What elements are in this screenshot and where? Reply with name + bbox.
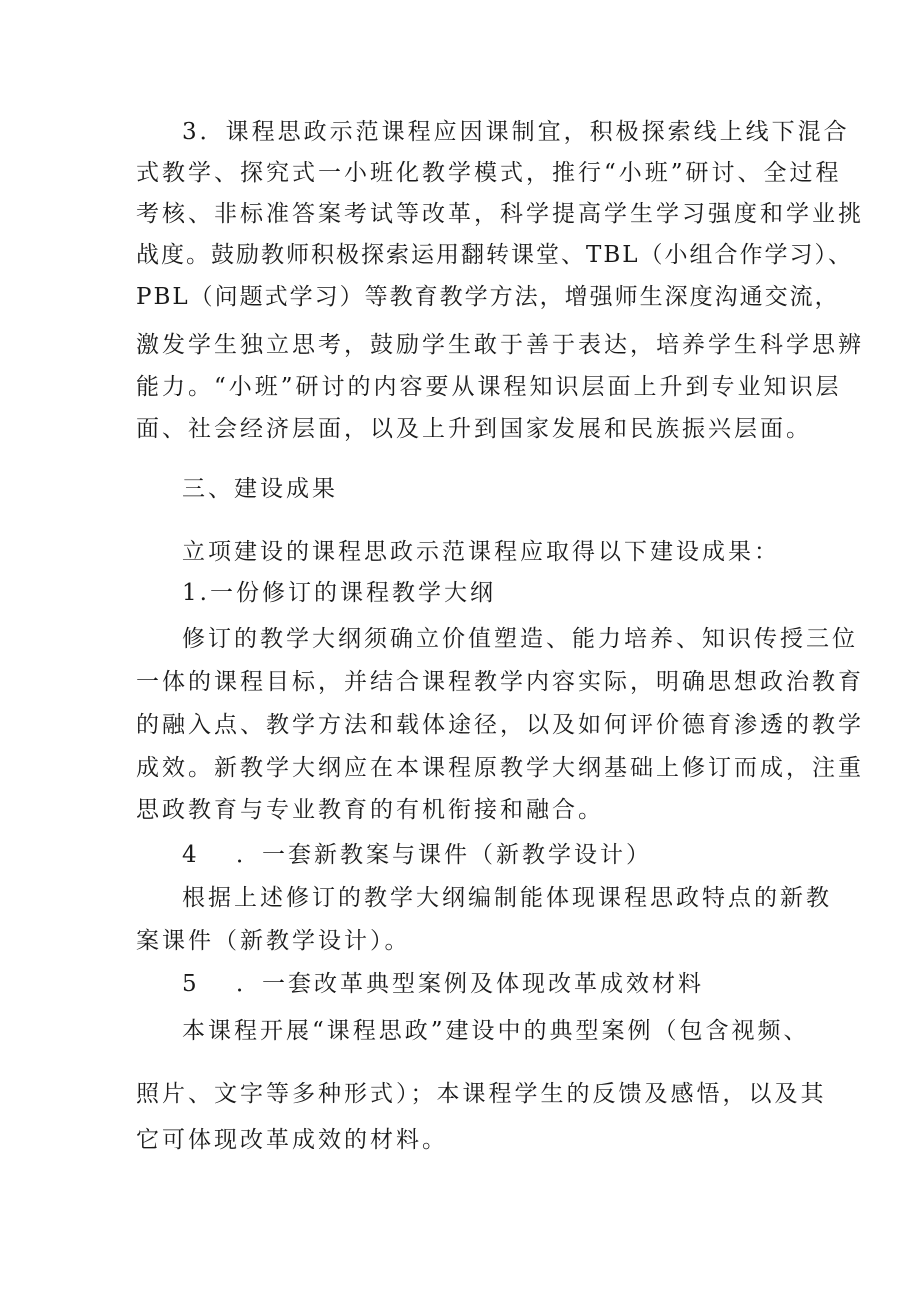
item-1-line-2: 一体的课程目标，并结合课程教学内容实际，明确思想政治教育 (136, 669, 864, 695)
paragraph-3-line-1: 3．课程思政示范课程应因课制宜，积极探索线上线下混合 (182, 119, 850, 145)
item-4-number: 4 (182, 842, 197, 868)
item-5-line-1: 本课程开展“课程思政”建设中的典型案例（包含视频、 (182, 1018, 810, 1044)
item-1-line-5: 思政教育与专业教育的有机衔接和融合。 (136, 797, 604, 823)
item-4-line-2: 案课件（新教学设计）。 (136, 928, 411, 954)
item-5-title: ．一套改革典型案例及体现改革成效材料 (236, 971, 704, 997)
paragraph-3-line-7: 能力。“小班”研讨的内容要从课程知识层面上升到专业知识层 (136, 374, 842, 400)
item-1-title: 1.一份修订的课程教学大纲 (182, 580, 496, 606)
paragraph-3-line-4: 战度。鼓励教师积极探索运用翻转课堂、TBL（小组合作学习）、 (136, 242, 854, 268)
item-1-line-1: 修订的教学大纲须确立价值塑造、能力培养、知识传授三位 (182, 626, 858, 652)
intro-line: 立项建设的课程思政示范课程应取得以下建设成果： (182, 539, 780, 565)
paragraph-3-line-3: 考核、非标准答案考试等改革，科学提高学生学习强度和学业挑 (136, 201, 864, 227)
item-1-line-3: 的融入点、教学方法和载体途径，以及如何评价德育渗透的教学 (136, 712, 864, 738)
item-5-number: 5 (182, 971, 197, 997)
section-heading: 三、建设成果 (182, 476, 338, 502)
paragraph-3-line-8: 面、社会经济层面，以及上升到国家发展和民族振兴层面。 (136, 416, 812, 442)
item-1-line-4: 成效。新教学大纲应在本课程原教学大纲基础上修订而成，注重 (136, 755, 864, 781)
item-4-title: ．一套新教案与课件（新教学设计） (236, 842, 652, 868)
paragraph-3-line-5: PBL（问题式学习）等教育教学方法，增强师生深度沟通交流， (136, 284, 840, 310)
item-5-line-2: 照片、文字等多种形式）；本课程学生的反馈及感悟，以及其 (136, 1081, 827, 1107)
item-5-line-3: 它可体现改革成效的材料。 (136, 1127, 448, 1153)
paragraph-3-line-2: 式教学、探究式一小班化教学模式，推行“小班”研讨、全过程 (136, 160, 842, 186)
item-4-line-1: 根据上述修订的教学大纲编制能体现课程思政特点的新教 (182, 885, 832, 911)
paragraph-3-line-6: 激发学生独立思考，鼓励学生敢于善于表达，培养学生科学思辨 (136, 332, 864, 358)
